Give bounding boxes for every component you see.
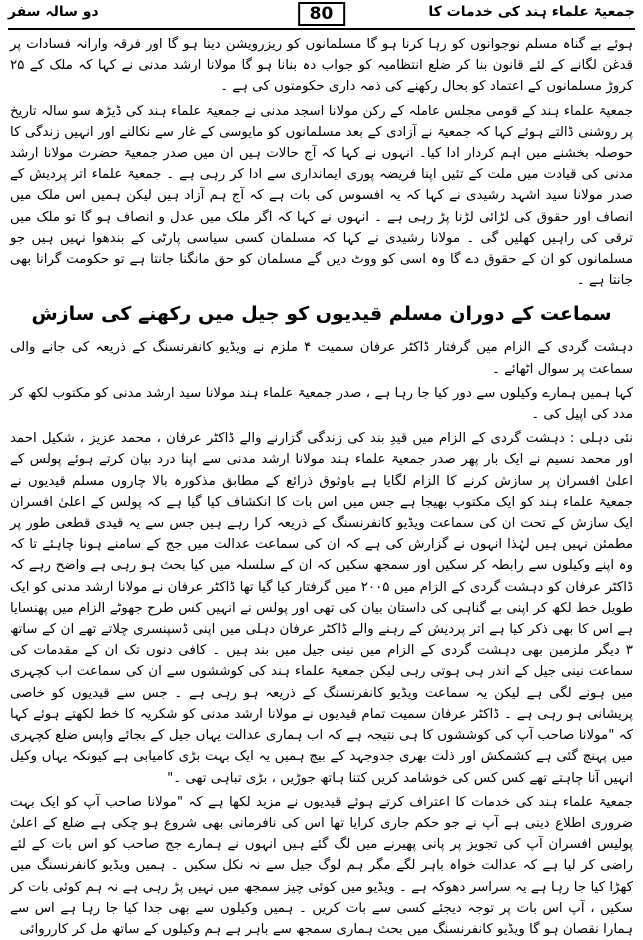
book-title: جمعیۃ علماء ہند کی خدمات کا xyxy=(428,4,635,20)
intro-paragraph: جمعیۃ علماء ہند کے قومی مجلس عاملہ کے رکن مولانا اسجد مدنی نے جمعیۃ علماء ہند کی ڈیڑھ سو سالہ تاریخ پر روشنی ڈالتے ہوئے کہا کہ جمعیۃ نے آزادی کے بعد مسلمانوں کو مایوسی کے غار سے نکالنے اور انہیں زندگی کا حوصلہ بخشنے میں اہم کردار ادا کیا۔ انہوں نے کہا کہ آج حالات ہیں ان میں صدر جمعیۃ حضرت مولانا ارشد مدنی کی قیادت میں ملت کے تئیں اپنا فریضہ پوری ایمانداری سے ادا کر رہی ہے ۔ جمعیۃ علماء اتر پردیش کے صدر مولانا سید اشہد رشیدی نے کہا کہ یہ افسوس کی بات ہے کہ آج ہم آزاد ہیں لیکن ہمیں اس ملک میں انصاف اور حقوق کی لڑائی لڑنا پڑ رہی ہے ۔ انہوں نے کہا کہ اگر ملک میں عدل و انصاف ہو گا تو ملک میں ترقی کی راہیں کھلیں گی ۔ مولانا رشیدی نے کہا کہ مسلمان کسی سیاسی پارٹی کے بندھوا نہیں ہیں جو مسلمانوں کو ان کے حقوق دے گا وہ اسی کو ووٹ دیں گے مسلمان کو حق مانگنا جانتا ہے تو حکومت گرانا بھی جانتا ہے ۔ xyxy=(10,103,633,289)
article-heading: سماعت کے دوران مسلم قیدیوں کو جیل میں رکھنے کی سازش xyxy=(31,303,612,326)
article-paragraph: نئی دہلی : دہشت گردی کے الزام میں قیدِ بند کی زندگی گزارنے والے ڈاکٹر عرفان ، محمد عزیز ، شکیل احمد اور محمد نسیم نے ایک بار پھر صدر جمعیۃ علماء ہند مولانا ارشد مدنی سے اپنا درد بیان کرتے ہوئے پولس کے اعلیٰ افسران پر سازش کرنے کا الزام لگایا ہے باوثوق ذرائع کے مطابق مذکورہ بالا چاروں مسلم قیدیوں نے جمعیۃ علماء ہند کو ایک مکتوب بھیجا ہے جس میں اس بات کا انکشاف کیا گیا ہے کہ پولس کے اعلیٰ افسران ایک سازش کے تحت ان کی سماعت ویڈیو کانفرنسنگ کے ذریعہ کرا رہے ہیں جس سے یہ قیدی قطعی طور پر مطمئن نہیں ہیں لہٰذا انہوں نے گزارش کی ہے کہ ان کی سماعت عدالت میں جج کے سامنے ہونا چاہئے تا کہ وہ اپنے وکیلوں سے رابطہ کر سکیں اور سمجھ سکیں کہ ان کے سلسلہ میں کیا بحث ہو رہی ہے واضح رہے کہ ڈاکٹر عرفان کو دہشت گردی کے الزام میں ۲۰۰۵ میں گرفتار کیا گیا تھا ڈاکٹر عرفان نے مولانا ارشد مدنی کو ایک طویل خط لکھ کر اپنی بے گناہی کی داستان بیان کی تھی اور پولس نے انہیں کس طرح جھوٹے الزام میں پھنسایا ہے اس کا بھی ذکر کیا ہے اتر پردیش کے رہنے والے ڈاکٹر عرفان دہلی میں اپنی ڈسپنسری چلاتے تھے ان کے ساتھ ۳ دیگر ملزمین بھی دہشت گردی کے الزام میں نینی جیل میں بند ہیں ۔ کافی دنوں تک ان کے مقدمات کی سماعت نینی جیل کے اندر ہی ہوتی رہی لیکن جمعیۃ علماء ہند کی کوششوں سے ان کی سماعت اب کچہری میں ہونے لگی ہے لیکن یہ سماعت ویڈیو کانفرنسنگ کے ذریعہ ہو رہی ہے ۔ جس سے قیدیوں کو خاصی پریشانی ہو رہی ہے ۔ ڈاکٹر عرفان سمیت تمام قیدیوں نے مولانا ارشد مدنی کو شکریہ کا خط لکھتے ہوئے کہا کہ "مولانا صاحب آپ کی کوششوں کا ہی نتیجہ ہے کہ اب ہماری عدالت یہاں جیل کے بجائے واپس ضلع کچہری میں پہنچ گئی ہے کشمکش اور ذلت بھری جدوجہد کے بیچ ہمیں یہ ایک بہت بڑی کامیابی ہے کیونکہ یہاں وکیل انہیں آنا چاہتے تھے کس کس کی خوشامد کریں کتنا ہاتھ جوڑیں ، بڑی تباہی تھی ۔" xyxy=(10,431,633,786)
article-paragraph: دہشت گردی کے الزام میں گرفتار ڈاکٹر عرفان سمیت ۴ ملزم نے ویڈیو کانفرنسنگ کے ذریعہ کی جانے والی سماعت پر سوال اٹھائے ۔ xyxy=(10,340,633,377)
intro-paragraph: ہوئے بے گناہ مسلم نوجوانوں کو رہا کرنا ہو گا مسلمانوں کو ریزرویشن دینا ہو گا اور فرقہ وارانہ فسادات پر قدغن لگانے کے لئے قانون بنا کر ضلع انتظامیہ کو جواب دہ بنانا ہو گا مولانا ارشد مدنی نے کہا کہ ملک کے ۲۵ کروڑ مسلمانوں کے اعتماد کو بحال رکھنے کی ذمہ داری حکومتوں کی ہے ۔ xyxy=(10,37,633,95)
page-number: 80 xyxy=(298,2,346,26)
article-paragraph: جمعیۃ علماء ہند کی خدمات کا اعتراف کرتے ہوئے قیدیوں نے مزید لکھا ہے کہ "مولانا صاحب آپ کو ایک بہت ضروری اطلاع دینی ہے آپ نے جو حکم جاری کرایا تھا اس کی نافرمانی بھی شروع ہو چکی ہے ضلع کے اعلیٰ پولیس افسران آپ کی تجویز پر پانی پھیرنے میں لگ گئے ہیں انہوں نے ہمارے جج صاحب کو اس بات کے لئے راضی کر لیا ہے کہ عدالت خواہ باہر لگے مگر ہم لوگ جیل سے نہ نکل سکیں ۔ ہمیں ویڈیو کانفرنسنگ میں کھڑا کیا جا رہا ہے یہ سراسر دھوکہ ہے ۔ ویڈیو میں کوئی چیز سمجھ میں نہیں پڑ رہی ہے نہ ہم کوئی بات کر سکیں ، آپ اس بات پر توجہ دیجئے کسی سے بات کریں ۔ ہمیں وکیلوں سے بھی جدا کیا جا رہا ہے اس سے ہمارا نقصان ہو گا ویڈیو کانفرنسنگ میں بحث ہماری سمجھ سے باہر ہے ہم وکیلوں کے ساتھ مل کر کارروائی xyxy=(10,794,633,937)
page-header xyxy=(8,4,635,30)
page-body xyxy=(10,34,633,937)
article-paragraph: کہا ہمیں ہمارے وکیلوں سے دور کیا جا رہا ہے ، صدر جمعیۃ علماء ہند مولانا سید ارشد مدنی کو مکتوب لکھ کر مدد کی اپیل کی ۔ xyxy=(10,385,633,423)
book-subtitle: دو سالہ سفر xyxy=(8,4,99,20)
